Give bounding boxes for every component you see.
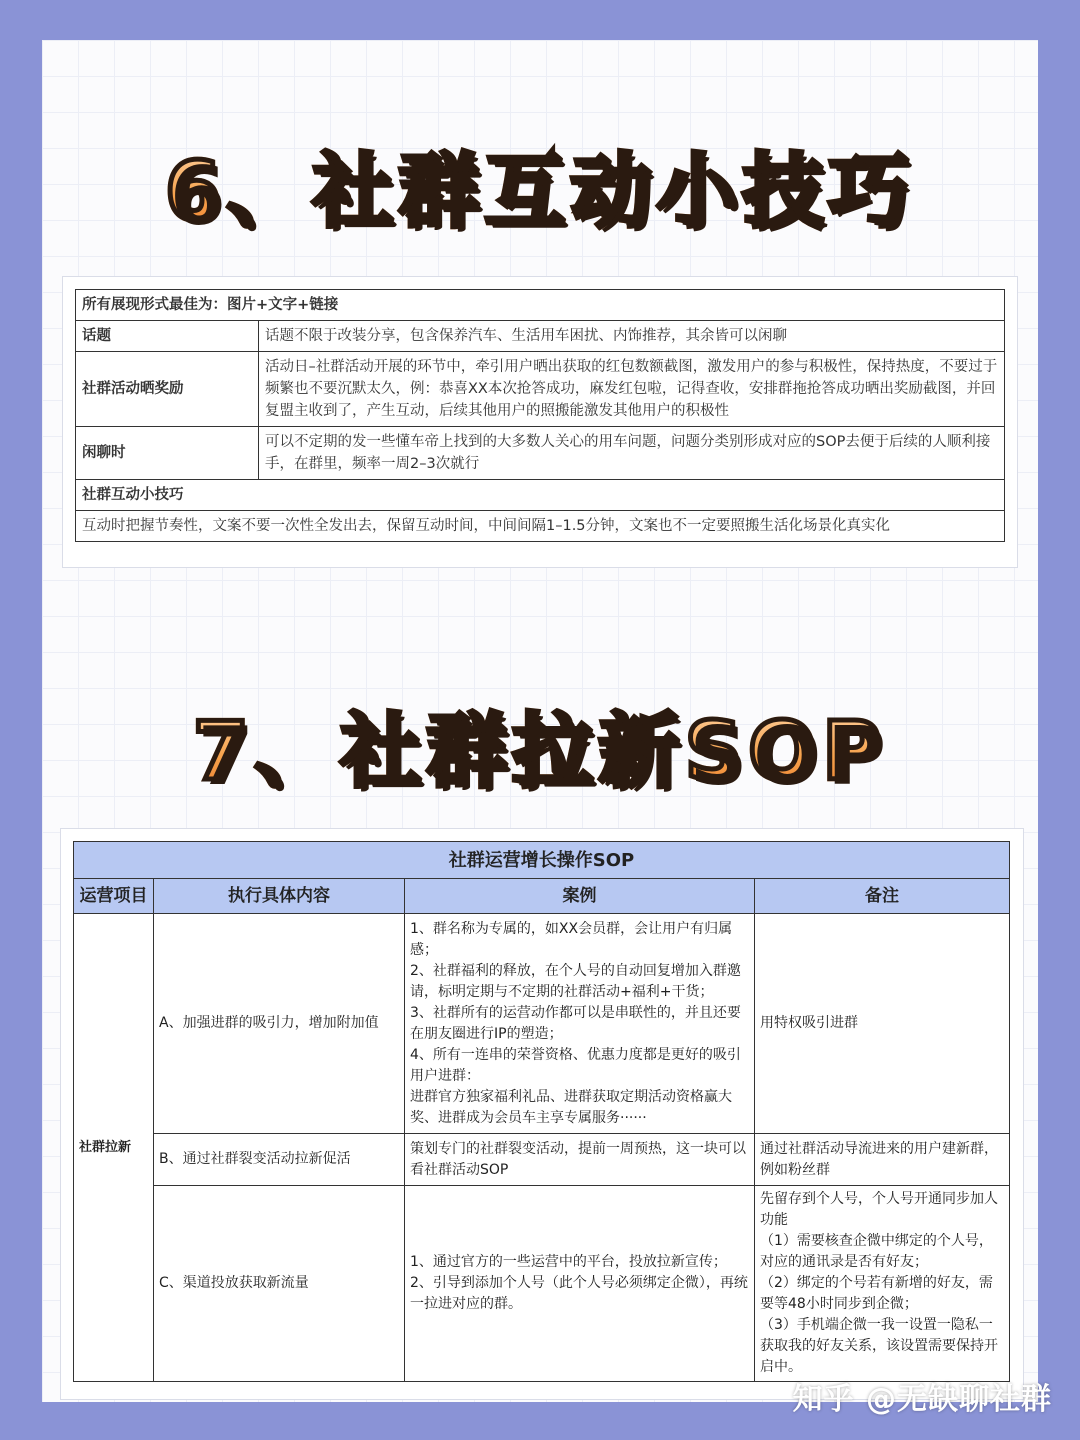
note-line: 先留存到个人号，个人号开通同步加人功能 bbox=[760, 1191, 998, 1228]
row-value: 话题不限于改装分享，包含保养汽车、生活用车困扰、内饰推荐，其余皆可以闲聊 bbox=[259, 321, 1005, 352]
note-line: （3）手机端企微一我一设置一隐私一获取我的好友关系，该设置需要保持开启中。 bbox=[760, 1317, 998, 1375]
column-header: 备注 bbox=[755, 879, 1010, 914]
table-row bbox=[74, 1134, 1010, 1186]
table-row bbox=[74, 1186, 1010, 1382]
growth-sop-panel bbox=[60, 828, 1024, 1400]
row-value: 可以不定期的发一些懂车帝上找到的大多数人关心的用车问题，问题分类别形成对应的SOP去便于后续的人顺利接手，在群里，频率一周2–3次就行 bbox=[259, 427, 1005, 480]
case-line: 1、群名称为专属的，如XX会员群，会让用户有归属感； bbox=[410, 920, 733, 958]
case-line: 2、引导到添加个人号（此个人号必须绑定企微），再统一拉进对应的群。 bbox=[410, 1275, 748, 1312]
section7-title: 7、社群拉新SOP bbox=[193, 705, 887, 798]
table-header: 所有展现形式最佳为：图片+文字+链接 bbox=[76, 290, 1005, 321]
column-header: 执行具体内容 bbox=[154, 879, 405, 914]
interaction-tips-table bbox=[75, 289, 1005, 542]
section6-title: 6、社群互动小技巧 bbox=[165, 145, 915, 238]
note-cell bbox=[755, 1186, 1010, 1382]
note-line: 用特权吸引进群 bbox=[760, 1015, 858, 1031]
table-row bbox=[76, 352, 1005, 427]
note-line: （1）需要核查企微中绑定的个人号，对应的通讯录是否有好友； bbox=[760, 1233, 993, 1270]
table-row bbox=[76, 427, 1005, 480]
interaction-tips-panel bbox=[62, 276, 1018, 568]
tips-title: 社群互动小技巧 bbox=[76, 480, 1005, 511]
column-header: 案例 bbox=[405, 879, 755, 914]
row-value: 活动日–社群活动开展的环节中，牵引用户晒出获取的红包数额截图，激发用户的参与积极性，保持热度，不要过于频繁也不要沉默太久，例：恭喜XX本次抢答成功，麻发红包啦，记得查收，安排群拖抢答成功晒出奖励截图，并回复盟主收到了，产生互动，后续其他用户的照搬能激发其他用户的积极性 bbox=[259, 352, 1005, 427]
note-line: 通过社群活动导流进来的用户建新群，例如粉丝群 bbox=[760, 1140, 998, 1178]
content-cell: B、通过社群裂变活动拉新促活 bbox=[154, 1134, 405, 1186]
case-line: 2、社群福利的释放，在个人号的自动回复增加入群邀请，标明定期与不定期的社群活动+福利+干货； bbox=[410, 962, 741, 1000]
case-line: 4、所有一连串的荣誉资格、优惠力度都是更好的吸引用户进群： bbox=[410, 1046, 741, 1084]
tips-text: 互动时把握节奏性，文案不要一次性全发出去，保留互动时间，中间间隔1–1.5分钟，文案也不一定要照搬生活化场景化真实化 bbox=[76, 511, 1005, 542]
project-cell: 社群拉新 bbox=[74, 914, 154, 1382]
case-cell bbox=[405, 1134, 755, 1186]
table-header-row bbox=[76, 290, 1005, 321]
row-key: 闲聊时 bbox=[76, 427, 259, 480]
case-line: 3、社群所有的运营动作都可以是串联性的，并且还要在朋友圈进行IP的塑造； bbox=[410, 1004, 741, 1042]
column-header-row bbox=[74, 879, 1010, 914]
case-line: 1、通过官方的一些运营中的平台，投放拉新宣传； bbox=[410, 1254, 727, 1270]
case-line: 策划专门的社群裂变活动，提前一周预热，这一块可以看社群活动SOP bbox=[410, 1140, 746, 1178]
note-line: （2）绑定的个号若有新增的好友，需要等48小时同步到企微； bbox=[760, 1275, 993, 1312]
content-card bbox=[42, 40, 1038, 1402]
case-cell bbox=[405, 914, 755, 1134]
table-caption: 社群运营增长操作SOP bbox=[74, 842, 1010, 879]
watermark: 知乎 @无缺聊社群 bbox=[792, 1382, 1052, 1417]
content-cell: C、渠道投放获取新流量 bbox=[154, 1186, 405, 1382]
tips-text-row bbox=[76, 511, 1005, 542]
note-cell bbox=[755, 1134, 1010, 1186]
table-row bbox=[74, 914, 1010, 1134]
growth-sop-table bbox=[73, 841, 1010, 1382]
column-header: 运营项目 bbox=[74, 879, 154, 914]
row-key: 社群活动晒奖励 bbox=[76, 352, 259, 427]
table-row bbox=[76, 321, 1005, 352]
note-cell bbox=[755, 914, 1010, 1134]
case-line: 进群官方独家福利礼品、进群获取定期活动资格赢大奖、进群成为会员车主享专属服务······ bbox=[410, 1088, 732, 1126]
tips-title-row bbox=[76, 480, 1005, 511]
content-cell: A、加强进群的吸引力，增加附加值 bbox=[154, 914, 405, 1134]
row-key: 话题 bbox=[76, 321, 259, 352]
case-cell bbox=[405, 1186, 755, 1382]
table-caption-row bbox=[74, 842, 1010, 879]
